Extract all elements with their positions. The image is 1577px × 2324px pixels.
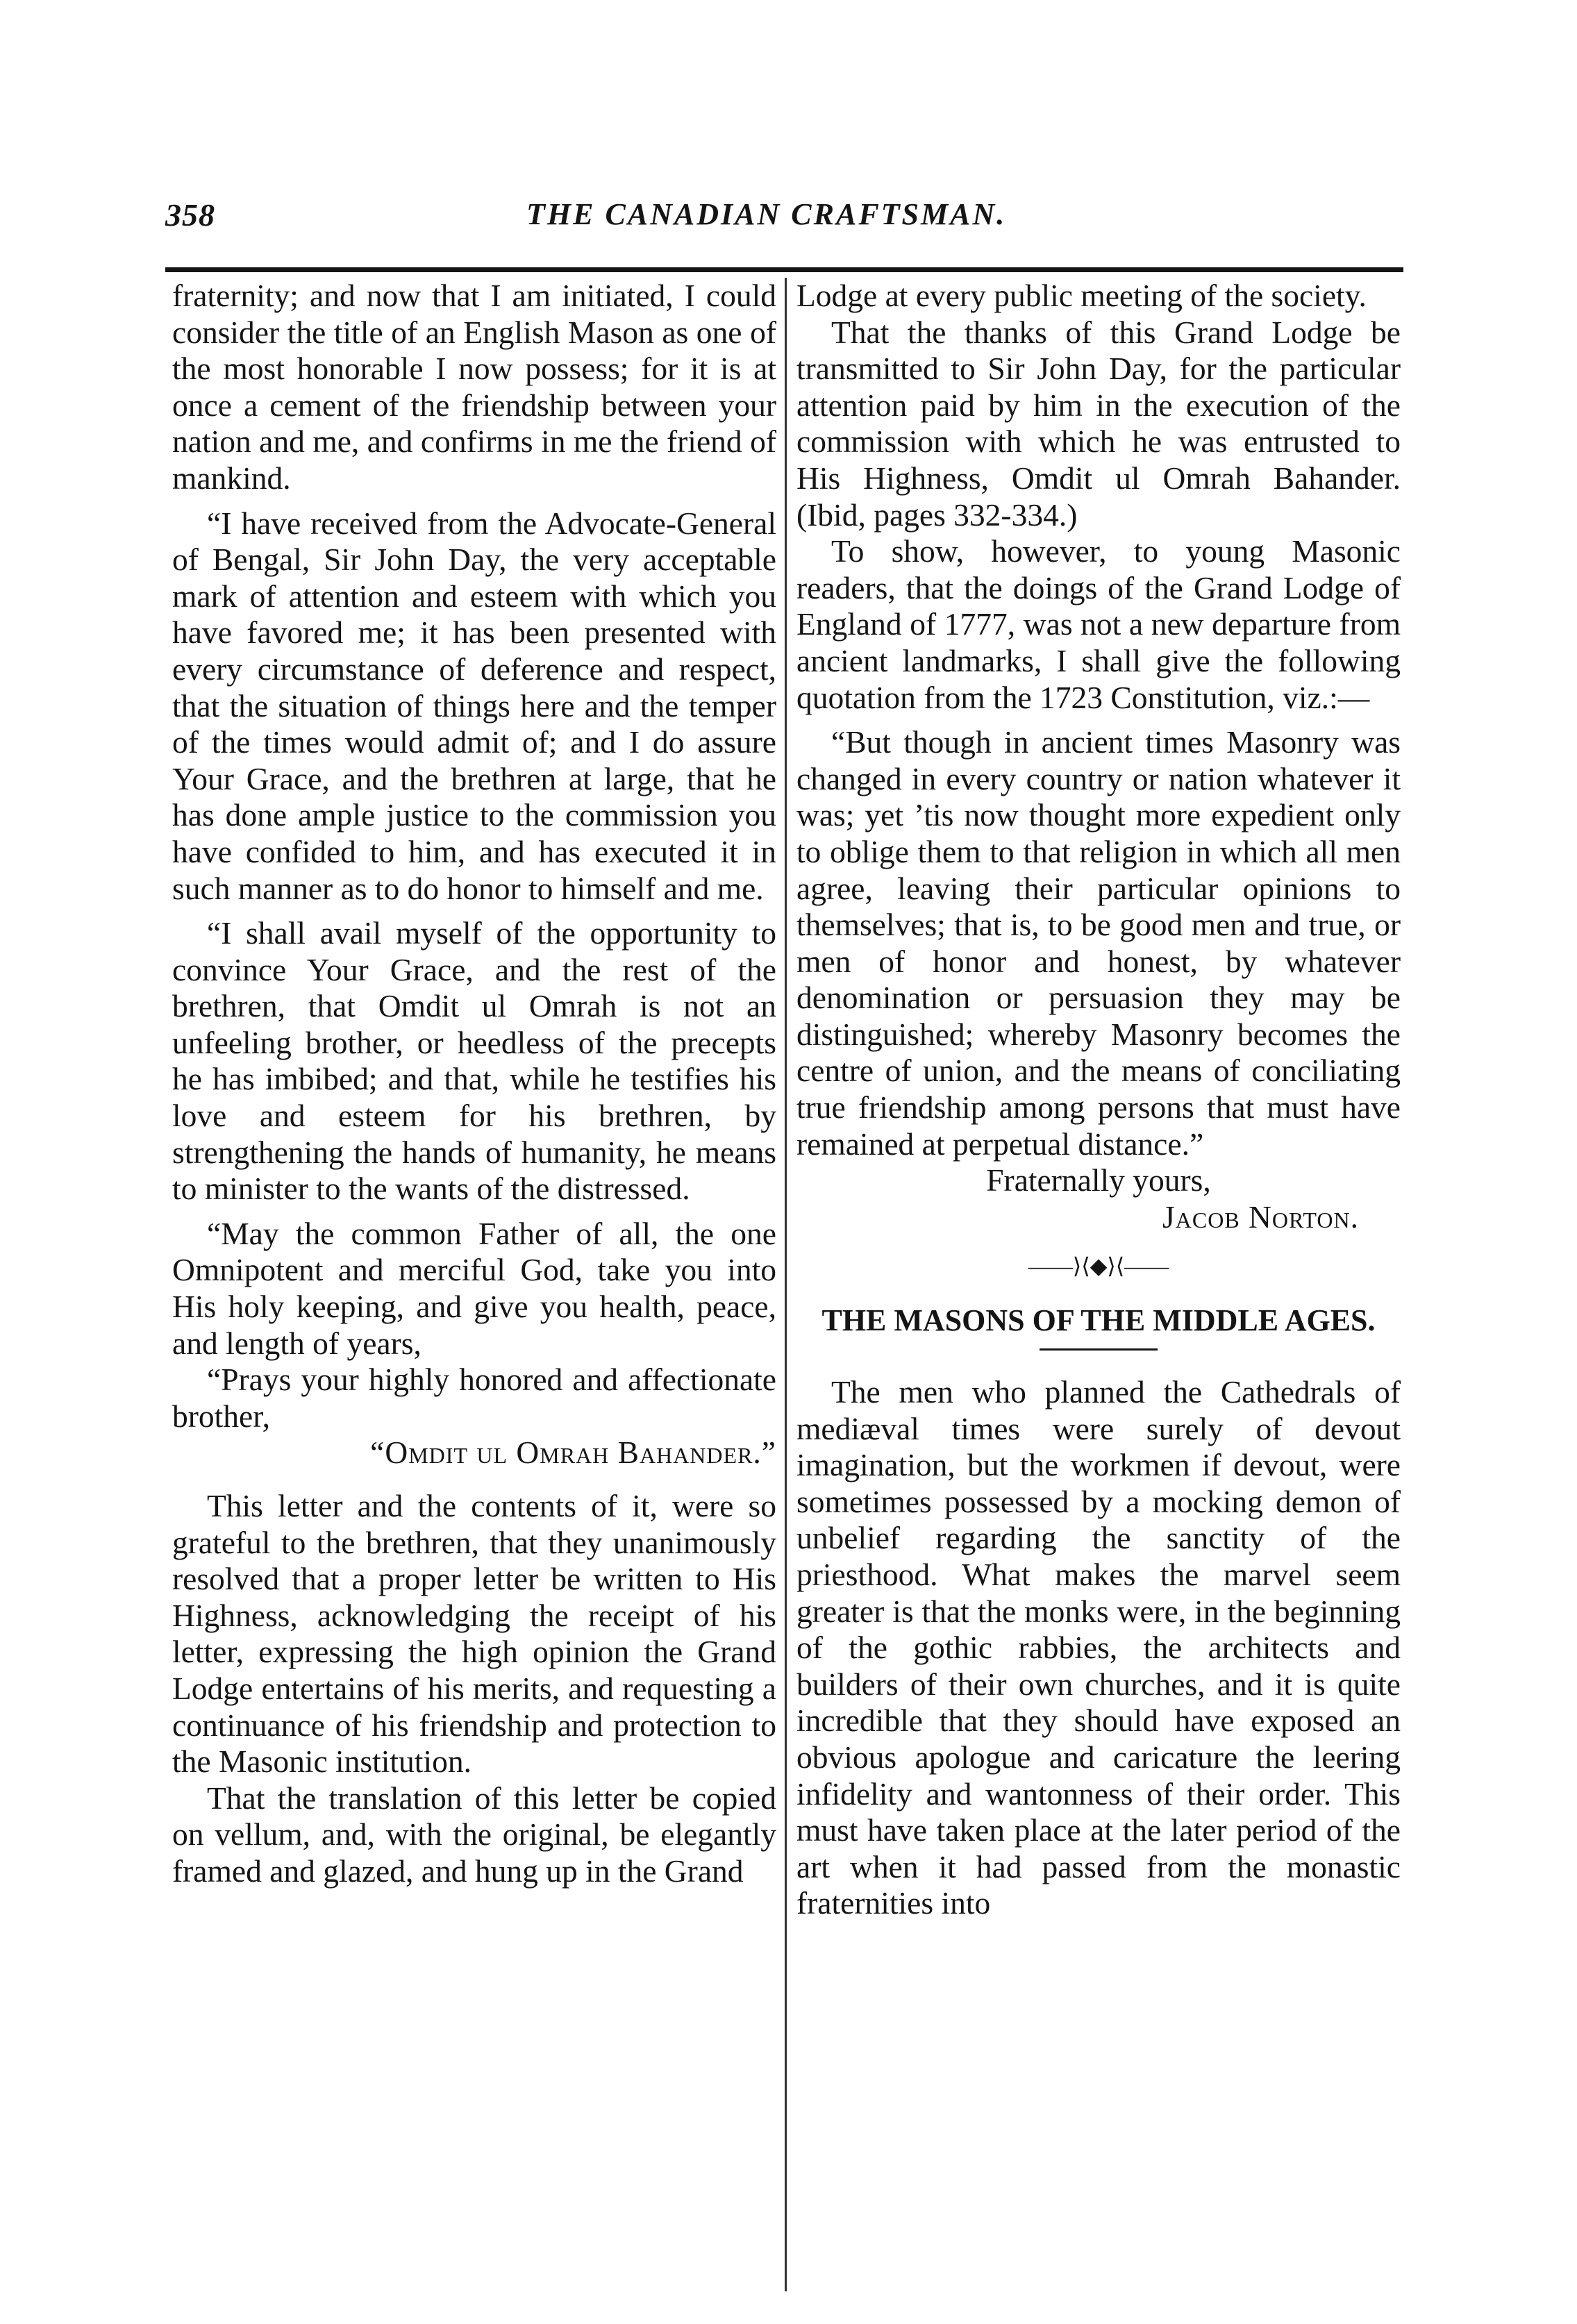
right-paragraph-2: That the thanks of this Grand Lodge be transmitted to Sir John Day, for the particular attention paid by him in the execution of the commission with which he was entrusted to His Highness, Omdit ul Omrah Bahander. (Ibid, pages 332-334.) xyxy=(796,314,1401,533)
column-divider xyxy=(785,278,787,2291)
left-paragraph-2: “I have received from the Advocate-General of Bengal, Sir John Day, the very acceptable mark of attention and esteem with which you have favored me; it has been presented with every circumstance of deference and respect, that the situation of things here and the temper of the times would admit of; and I do assure Your Grace, and the brethren at large, that he has done ample justice to the commission you have confided to him, and has executed it in such manner as to do honor to himself and me. xyxy=(172,505,776,906)
page-header xyxy=(165,197,1408,238)
right-paragraph-1: Lodge at every public meeting of the society. xyxy=(796,278,1367,313)
section-title-rule xyxy=(1040,1348,1158,1351)
left-paragraph-4: “May the common Father of all, the one Omnipotent and merciful God, take you into His holy keeping, and give you health, peace, and length of years, xyxy=(172,1215,776,1361)
left-paragraph-3: “I shall avail myself of the opportunity to convince Your Grace, and the rest of the brethren, that Omdit ul Omrah is not an unfeeling brother, or heedless of the precepts he has imbibed; and that, while he testifies his love and esteem for his brethren, by strengthening the hands of humanity, he means to minister to the wants of the distressed. xyxy=(172,915,776,1207)
page-number: 358 xyxy=(165,197,215,233)
left-paragraph-7: That the translation of this letter be copied on vellum, and, with the original, be elegantly framed and glazed, and hung up in the Grand xyxy=(172,1780,776,1889)
section-ornament: ——⟩⟨◆⟩⟨—— xyxy=(1028,1253,1169,1279)
left-paragraph-6: This letter and the contents of it, were so grateful to the brethren, that they unanimously resolved that a proper letter be written to His Highness, acknowledging the receipt of his letter, expressing the high opinion the Grand Lodge entertains of his merits, and requesting a continuance of his friendship and protection to the Masonic institution. xyxy=(172,1488,776,1780)
section-title: THE MASONS OF THE MIDDLE AGES. xyxy=(821,1303,1376,1338)
author-signature: Jacob Norton. xyxy=(1162,1198,1359,1235)
header-rule xyxy=(165,267,1403,272)
closing-line: Fraternally yours, xyxy=(986,1162,1211,1198)
right-paragraph-4: “But though in ancient times Masonry was changed in every country or nation whatever it was; yet ’tis now thought more expedient only to oblige them to that religion in which all men agree, leaving their particular opinions to themselves; that is, to be good men and true, or men of honor and honest, by whatever denomination or persuasion they may be distinguished; whereby Masonry becomes the centre of union, and the means of conciliating true friendship among persons that must have remained at perpetual distance.” xyxy=(796,724,1401,1162)
right-paragraph-3: To show, however, to young Masonic readers, that the doings of the Grand Lodge of England of 1777, was not a new departure from ancient landmarks, I shall give the following quotation from the 1723 Constitution, viz.:— xyxy=(796,533,1401,715)
running-title: THE CANADIAN CRAFTSMAN. xyxy=(526,197,1007,231)
letter-signature: “Omdit ul Omrah Bahander.” xyxy=(370,1435,776,1471)
left-paragraph-1: fraternity; and now that I am initiated, I could consider the title of an English Mason as one of the most honorable I now possess; for it is at once a cement of the friendship between your nation and me, and confirms in me the friend of mankind. xyxy=(172,278,776,496)
right-paragraph-5: The men who planned the Cathedrals of mediæval times were surely of devout imagination, but the workmen if devout, were sometimes possessed by a mocking demon of unbelief regarding the sanctity of the priesthood. What makes the marvel seem greater is that the monks were, in the beginning of the gothic rabbies, the architects and builders of their own churches, and it is quite incredible that they should have exposed an obvious apologue and caricature the leering infidelity and wantonness of their order. This must have taken place at the later period of the art when it had passed from the monastic fraternities into xyxy=(796,1374,1401,1921)
left-column xyxy=(172,278,776,1890)
left-paragraph-5: “Prays your highly honored and affectionate brother, xyxy=(172,1362,776,1434)
right-column xyxy=(796,278,1401,1922)
